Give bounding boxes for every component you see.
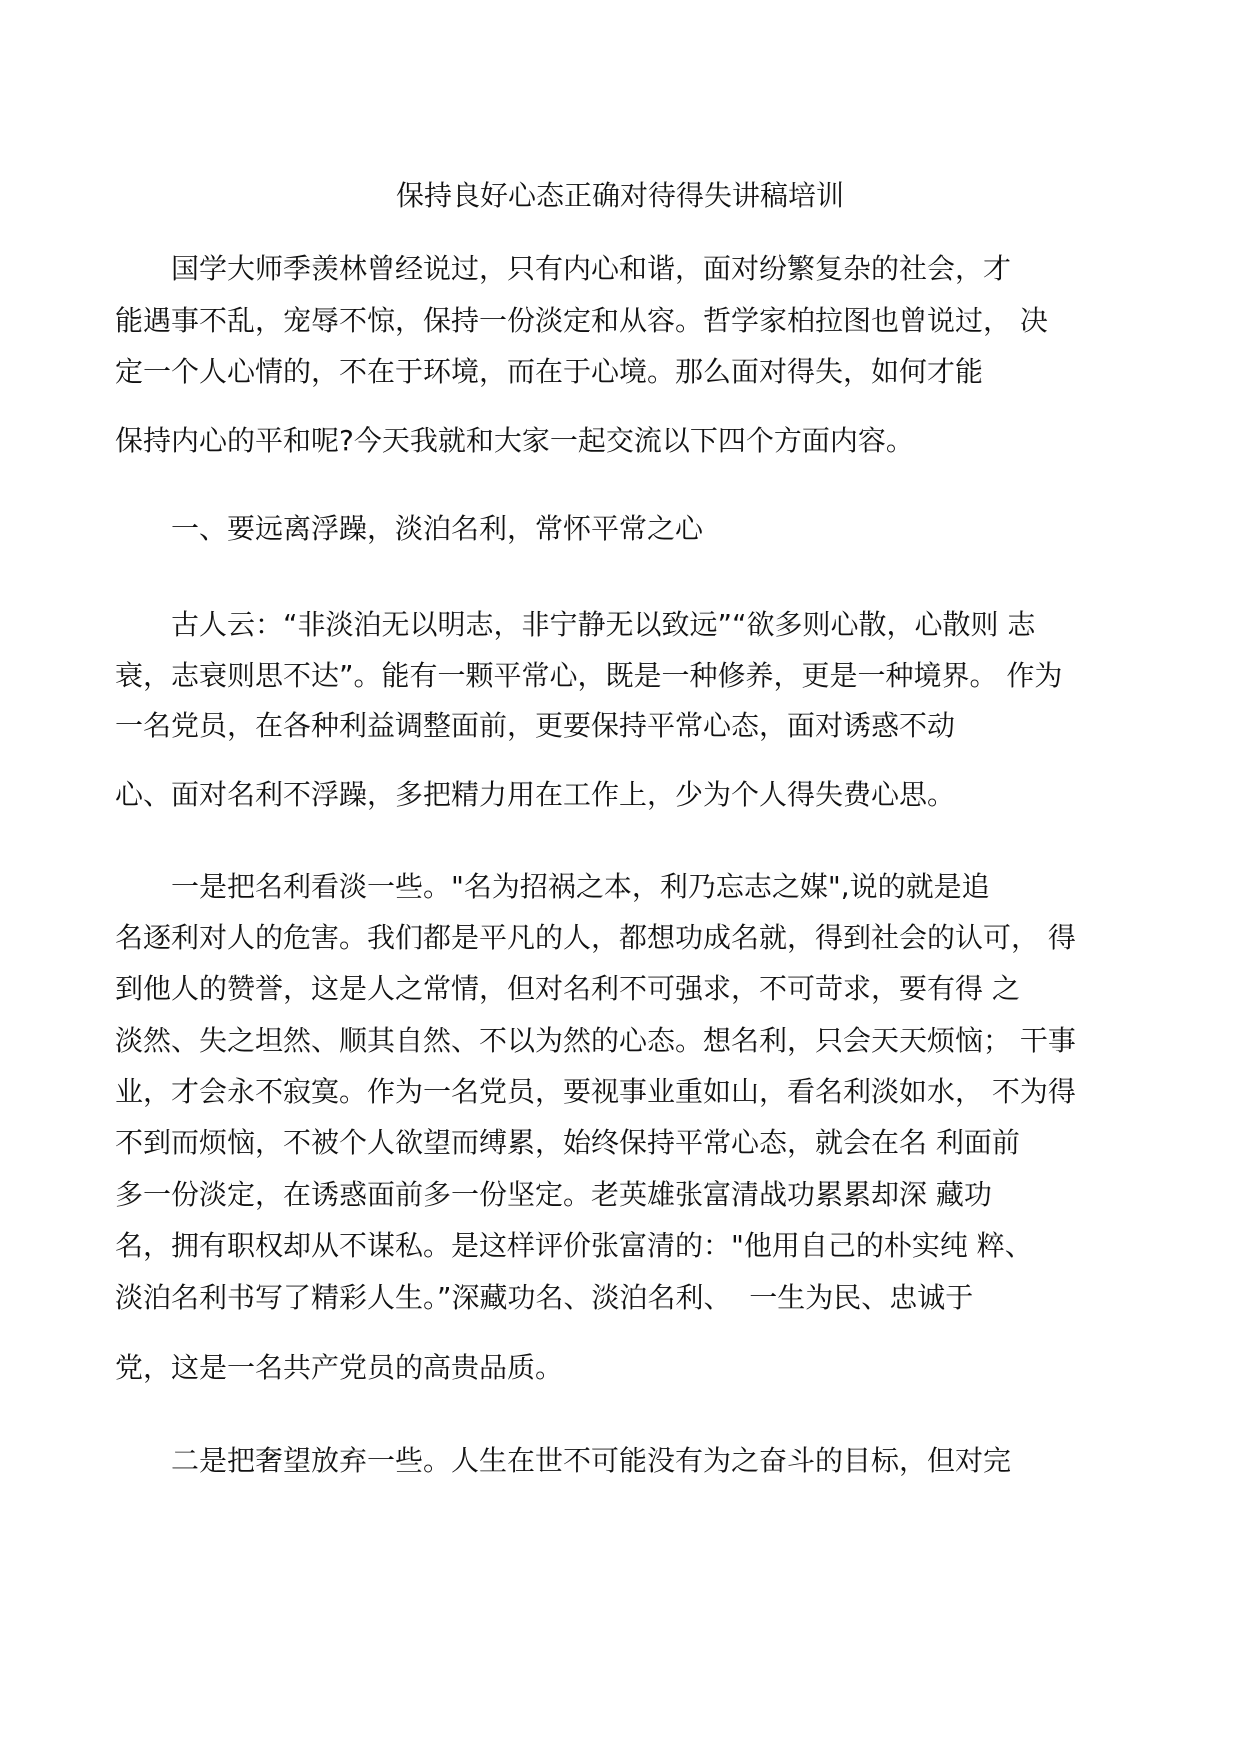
paragraph-3-line-2: 名逐利对人的危害。我们都是平凡的人，都想功成名就，得到社会的认可， 得 — [115, 921, 1076, 954]
paragraph-3-line-9: 淡泊名利书写了精彩人生。”深藏功名、淡泊名利、 一生为民、忠诚于 — [115, 1281, 974, 1314]
paragraph-2-line-4: 心、面对名利不浮躁，多把精力用在工作上，少为个人得失费心思。 — [115, 778, 956, 811]
paragraph-1-line-2: 能遇事不乱，宠辱不惊，保持一份淡定和从容。哲学家柏拉图也曾说过， 决 — [115, 304, 1048, 337]
paragraph-3-line-10: 党，这是一名共产党员的高贵品质。 — [115, 1351, 564, 1384]
paragraph-1-line-3: 定一个人心情的，不在于环境，而在于心境。那么面对得失，如何才能 — [115, 355, 984, 388]
paragraph-3-line-8: 名，拥有职权却从不谋私。是这样评价张富清的："他用自己的朴实纯 粹、 — [115, 1229, 1033, 1262]
paragraph-2-line-3: 一名党员，在各种利益调整面前，更要保持平常心态，面对诱惑不动 — [115, 709, 956, 742]
paragraph-3-line-3: 到他人的赞誉，这是人之常情，但对名利不可强求，不可苛求，要有得 之 — [115, 972, 1020, 1005]
paragraph-3-line-5: 业，才会永不寂寞。作为一名党员，要视事业重如山，看名利淡如水， 不为得 — [115, 1075, 1076, 1108]
paragraph-1-line-4: 保持内心的平和呢?今天我就和大家一起交流以下四个方面内容。 — [115, 424, 914, 457]
paragraph-4-line-1: 二是把奢望放弃一些。人生在世不可能没有为之奋斗的目标，但对完 — [115, 1444, 1012, 1477]
document-title: 保持良好心态正确对待得失讲稿培训 — [395, 179, 844, 212]
paragraph-2-line-1: 古人云：“非淡泊无以明志，非宁静无以致远”“欲多则心散，心散则 志 — [115, 608, 1036, 641]
paragraph-3-line-1: 一是把名利看淡一些。"名为招祸之本，利乃忘志之媒",说的就是追 — [115, 870, 990, 903]
paragraph-3-line-4: 淡然、失之坦然、顺其自然、不以为然的心态。想名利，只会天天烦恼； 干事 — [115, 1024, 1076, 1057]
paragraph-2-line-2: 衰，志衰则思不达”。能有一颗平常心，既是一种修养，更是一种境界。 作为 — [115, 659, 1063, 692]
paragraph-3-line-7: 多一份淡定，在诱惑面前多一份坚定。老英雄张富清战功累累却深 藏功 — [115, 1178, 992, 1211]
paragraph-1-line-1: 国学大师季羡林曾经说过，只有内心和谐，面对纷繁复杂的社会，才 — [115, 252, 1012, 285]
paragraph-3-line-6: 不到而烦恼，不被个人欲望而缚累，始终保持平常心态，就会在名 利面前 — [115, 1126, 1020, 1159]
section-heading-1: 一、要远离浮躁，淡泊名利，常怀平常之心 — [115, 512, 704, 545]
